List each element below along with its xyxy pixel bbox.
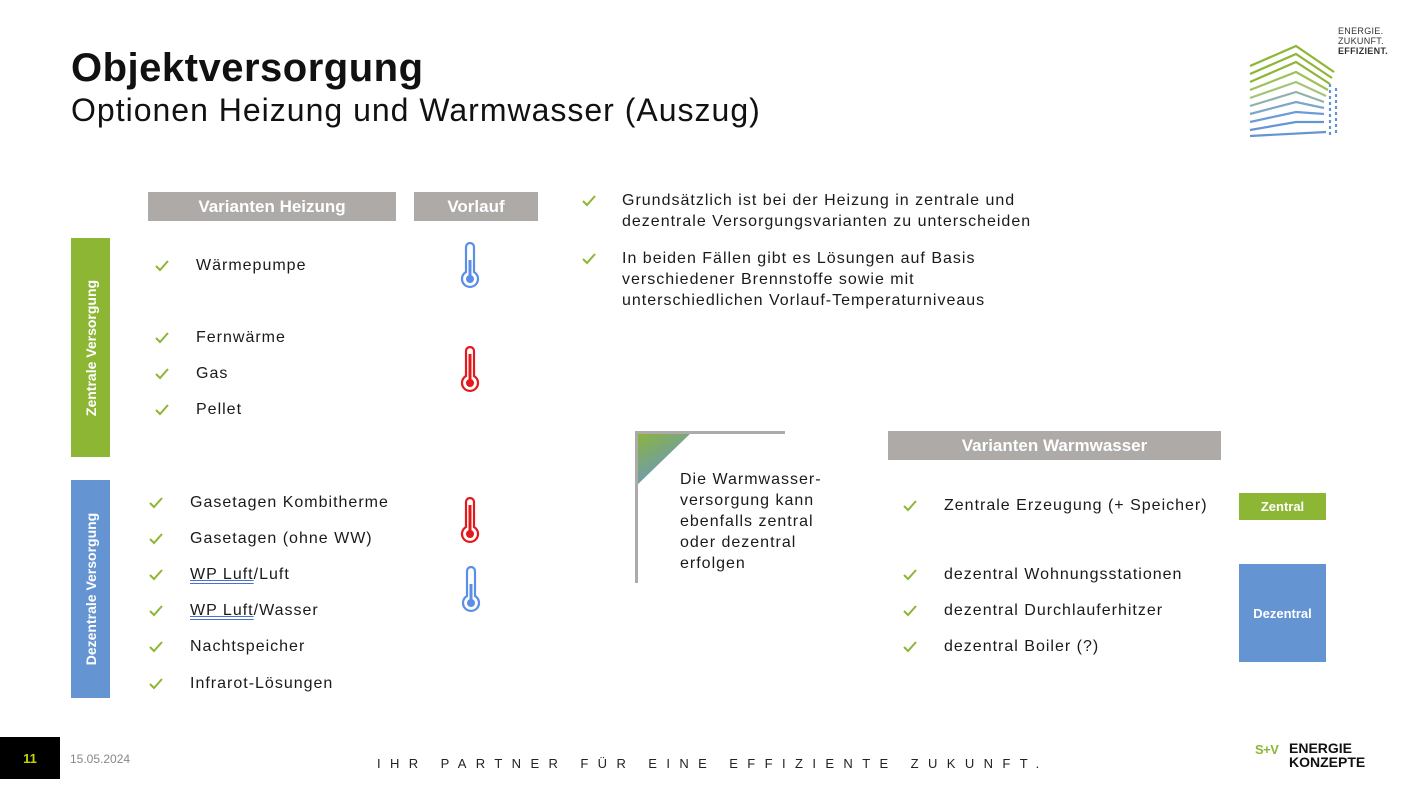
heating-option-night-storage bbox=[190, 638, 305, 656]
water-option-central: Zentrale Erzeugung (+ Speicher) bbox=[944, 497, 1208, 514]
option-text: Gasetagen (ohne WW) bbox=[190, 530, 373, 547]
check-icon bbox=[155, 332, 169, 344]
water-variants-header: Varianten Warmwasser bbox=[888, 431, 1221, 460]
badge-central: Zentral bbox=[1239, 493, 1326, 520]
heating-option-hp-air-water bbox=[190, 602, 319, 620]
logo-line-2: ZUKUNFT. bbox=[1338, 36, 1384, 46]
central-supply-bar bbox=[71, 238, 110, 457]
option-text: Nachtspeicher bbox=[190, 638, 306, 655]
brand-line-1: ENERGIE bbox=[1289, 740, 1353, 756]
logo-line-3: EFFIZIENT. bbox=[1338, 46, 1388, 56]
footer-tagline: IHR PARTNER FÜR EINE EFFIZIENTE ZUKUNFT. bbox=[377, 756, 1049, 771]
heating-variants-header: Varianten Heizung bbox=[148, 192, 396, 221]
water-option-instant-heater: dezentral Durchlauferhitzer bbox=[944, 602, 1164, 619]
check-icon bbox=[155, 368, 169, 380]
thermometer-hot-icon bbox=[457, 346, 483, 394]
check-icon bbox=[903, 605, 917, 617]
check-icon bbox=[155, 260, 169, 272]
brand-mark: S+V bbox=[1255, 742, 1279, 757]
building-logo-icon bbox=[1246, 26, 1338, 142]
note-fuels-temperatures: In beiden Fällen gibt es Lösungen auf Basis verschiedener Brennstoffe sowie mit unterschiedlichen Vorlauf-Temperaturniveaus bbox=[622, 250, 986, 309]
central-supply-label: Zentrale Versorgung bbox=[82, 279, 99, 416]
page-number: 11 bbox=[0, 737, 60, 779]
heating-option-gas-combi bbox=[190, 494, 389, 512]
heating-option-pellet: Pellet bbox=[196, 401, 243, 418]
decentral-supply-label: Dezentrale Versorgung bbox=[82, 512, 99, 666]
check-icon bbox=[582, 253, 596, 265]
page-title: Objektversorgung bbox=[71, 46, 424, 90]
brand-line-2: KONZEPTE bbox=[1289, 754, 1366, 770]
heating-option-infrared bbox=[190, 675, 333, 693]
heating-option-hp-air-air bbox=[190, 566, 290, 584]
page-subtitle: Optionen Heizung und Warmwasser (Auszug) bbox=[71, 92, 761, 128]
check-icon bbox=[903, 500, 917, 512]
decentral-supply-bar bbox=[71, 480, 110, 698]
spellcheck-underlined-text: WP Luft bbox=[190, 602, 254, 619]
check-icon bbox=[903, 641, 917, 653]
thermometer-cold-icon bbox=[457, 242, 483, 290]
check-icon bbox=[149, 605, 163, 617]
heating-option-heat-pump: Wärmepumpe bbox=[196, 257, 307, 274]
check-icon bbox=[149, 569, 163, 581]
option-text: /Luft bbox=[253, 566, 290, 583]
heating-option-gas: Gas bbox=[196, 365, 229, 382]
logo-line-1: ENERGIE. bbox=[1338, 26, 1384, 36]
note-central-decentral: Grundsätzlich ist bei der Heizung in zentrale und dezentrale Versorgungsvarianten zu unterscheiden bbox=[622, 192, 1032, 230]
brand-name bbox=[1289, 741, 1365, 769]
spellcheck-underlined-text: WP Luft bbox=[190, 566, 254, 583]
footer-date: 15.05.2024 bbox=[70, 752, 131, 766]
callout-text: Die Warmwasser-versorgung kann ebenfalls zentral oder dezentral erfolgen bbox=[680, 471, 822, 572]
option-text: Gasetagen Kombitherme bbox=[190, 494, 389, 511]
check-icon bbox=[149, 678, 163, 690]
heating-option-gas-no-ww bbox=[190, 530, 373, 548]
brand-logo bbox=[1255, 742, 1385, 772]
logo-tagline bbox=[1338, 26, 1388, 56]
water-option-boiler: dezentral Boiler (?) bbox=[944, 638, 1100, 655]
check-icon bbox=[149, 533, 163, 545]
company-logo bbox=[1246, 26, 1396, 142]
thermometer-cold-icon bbox=[458, 566, 484, 614]
thermometer-hot-icon bbox=[457, 497, 483, 545]
option-text: /Wasser bbox=[253, 602, 319, 619]
heating-option-district-heat: Fernwärme bbox=[196, 329, 286, 346]
check-icon bbox=[582, 195, 596, 207]
check-icon bbox=[149, 641, 163, 653]
option-text: Infrarot-Lösungen bbox=[190, 675, 334, 692]
check-icon bbox=[155, 404, 169, 416]
badge-decentral: Dezentral bbox=[1239, 564, 1326, 662]
water-option-apartment-stations: dezentral Wohnungsstationen bbox=[944, 566, 1183, 583]
flow-temperature-header: Vorlauf bbox=[414, 192, 538, 221]
check-icon bbox=[903, 569, 917, 581]
check-icon bbox=[149, 497, 163, 509]
